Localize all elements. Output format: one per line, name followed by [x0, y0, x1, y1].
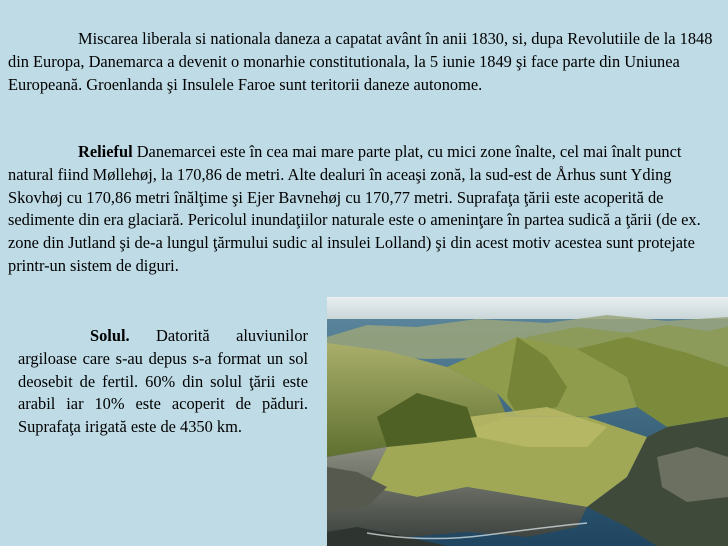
soil-heading: Solul. [90, 326, 130, 345]
relief-paragraph [8, 141, 720, 278]
soil-paragraph [18, 325, 308, 439]
relief-heading: Relieful [78, 142, 133, 161]
intro-paragraph [8, 28, 720, 96]
faroe-islands-landscape-photo [327, 297, 728, 546]
soil-text: Datorită aluviunilor argiloase care s-au depus s-a format un sol deosebit de fertil. 60% din solul ţării este arabil iar 10% este acoperit de păduri. Suprafaţa irigată este de 4350 km. [18, 326, 308, 437]
relief-text: Danemarcei este în cea mai mare parte plat, cu mici zone înalte, cel mai înalt punct natural fiind Møllehøj, la 170,86 de metri. Alte dealuri în aceaşi zonă, la sud-est de Århus sunt Yding Skovhøj cu 170,86 metri înălţime şi Ejer Bavnehøj cu 170,77 metri. Suprafaţa ţării este acoperită de sedimente din era glaciară. Pericolul inundaţiilor naturale este o ameninţare în partea sudică a ţării (de ex. zone din Jutland şi de-a lungul ţărmului sudic al insulei Lolland) şi din acest motiv acestea sunt protejate printr-un sistem de diguri. [8, 142, 701, 275]
intro-text: Miscarea liberala si nationala daneza a capatat avânt în anii 1830, si, dupa Revolutiile de la 1848 din Europa, Danemarca a devenit o monarhie constitutionala, la 5 iunie 1849 şi face parte din Uniunea Europeană. Groenlanda şi Insulele Faroe sunt teritorii daneze autonome. [8, 29, 713, 94]
